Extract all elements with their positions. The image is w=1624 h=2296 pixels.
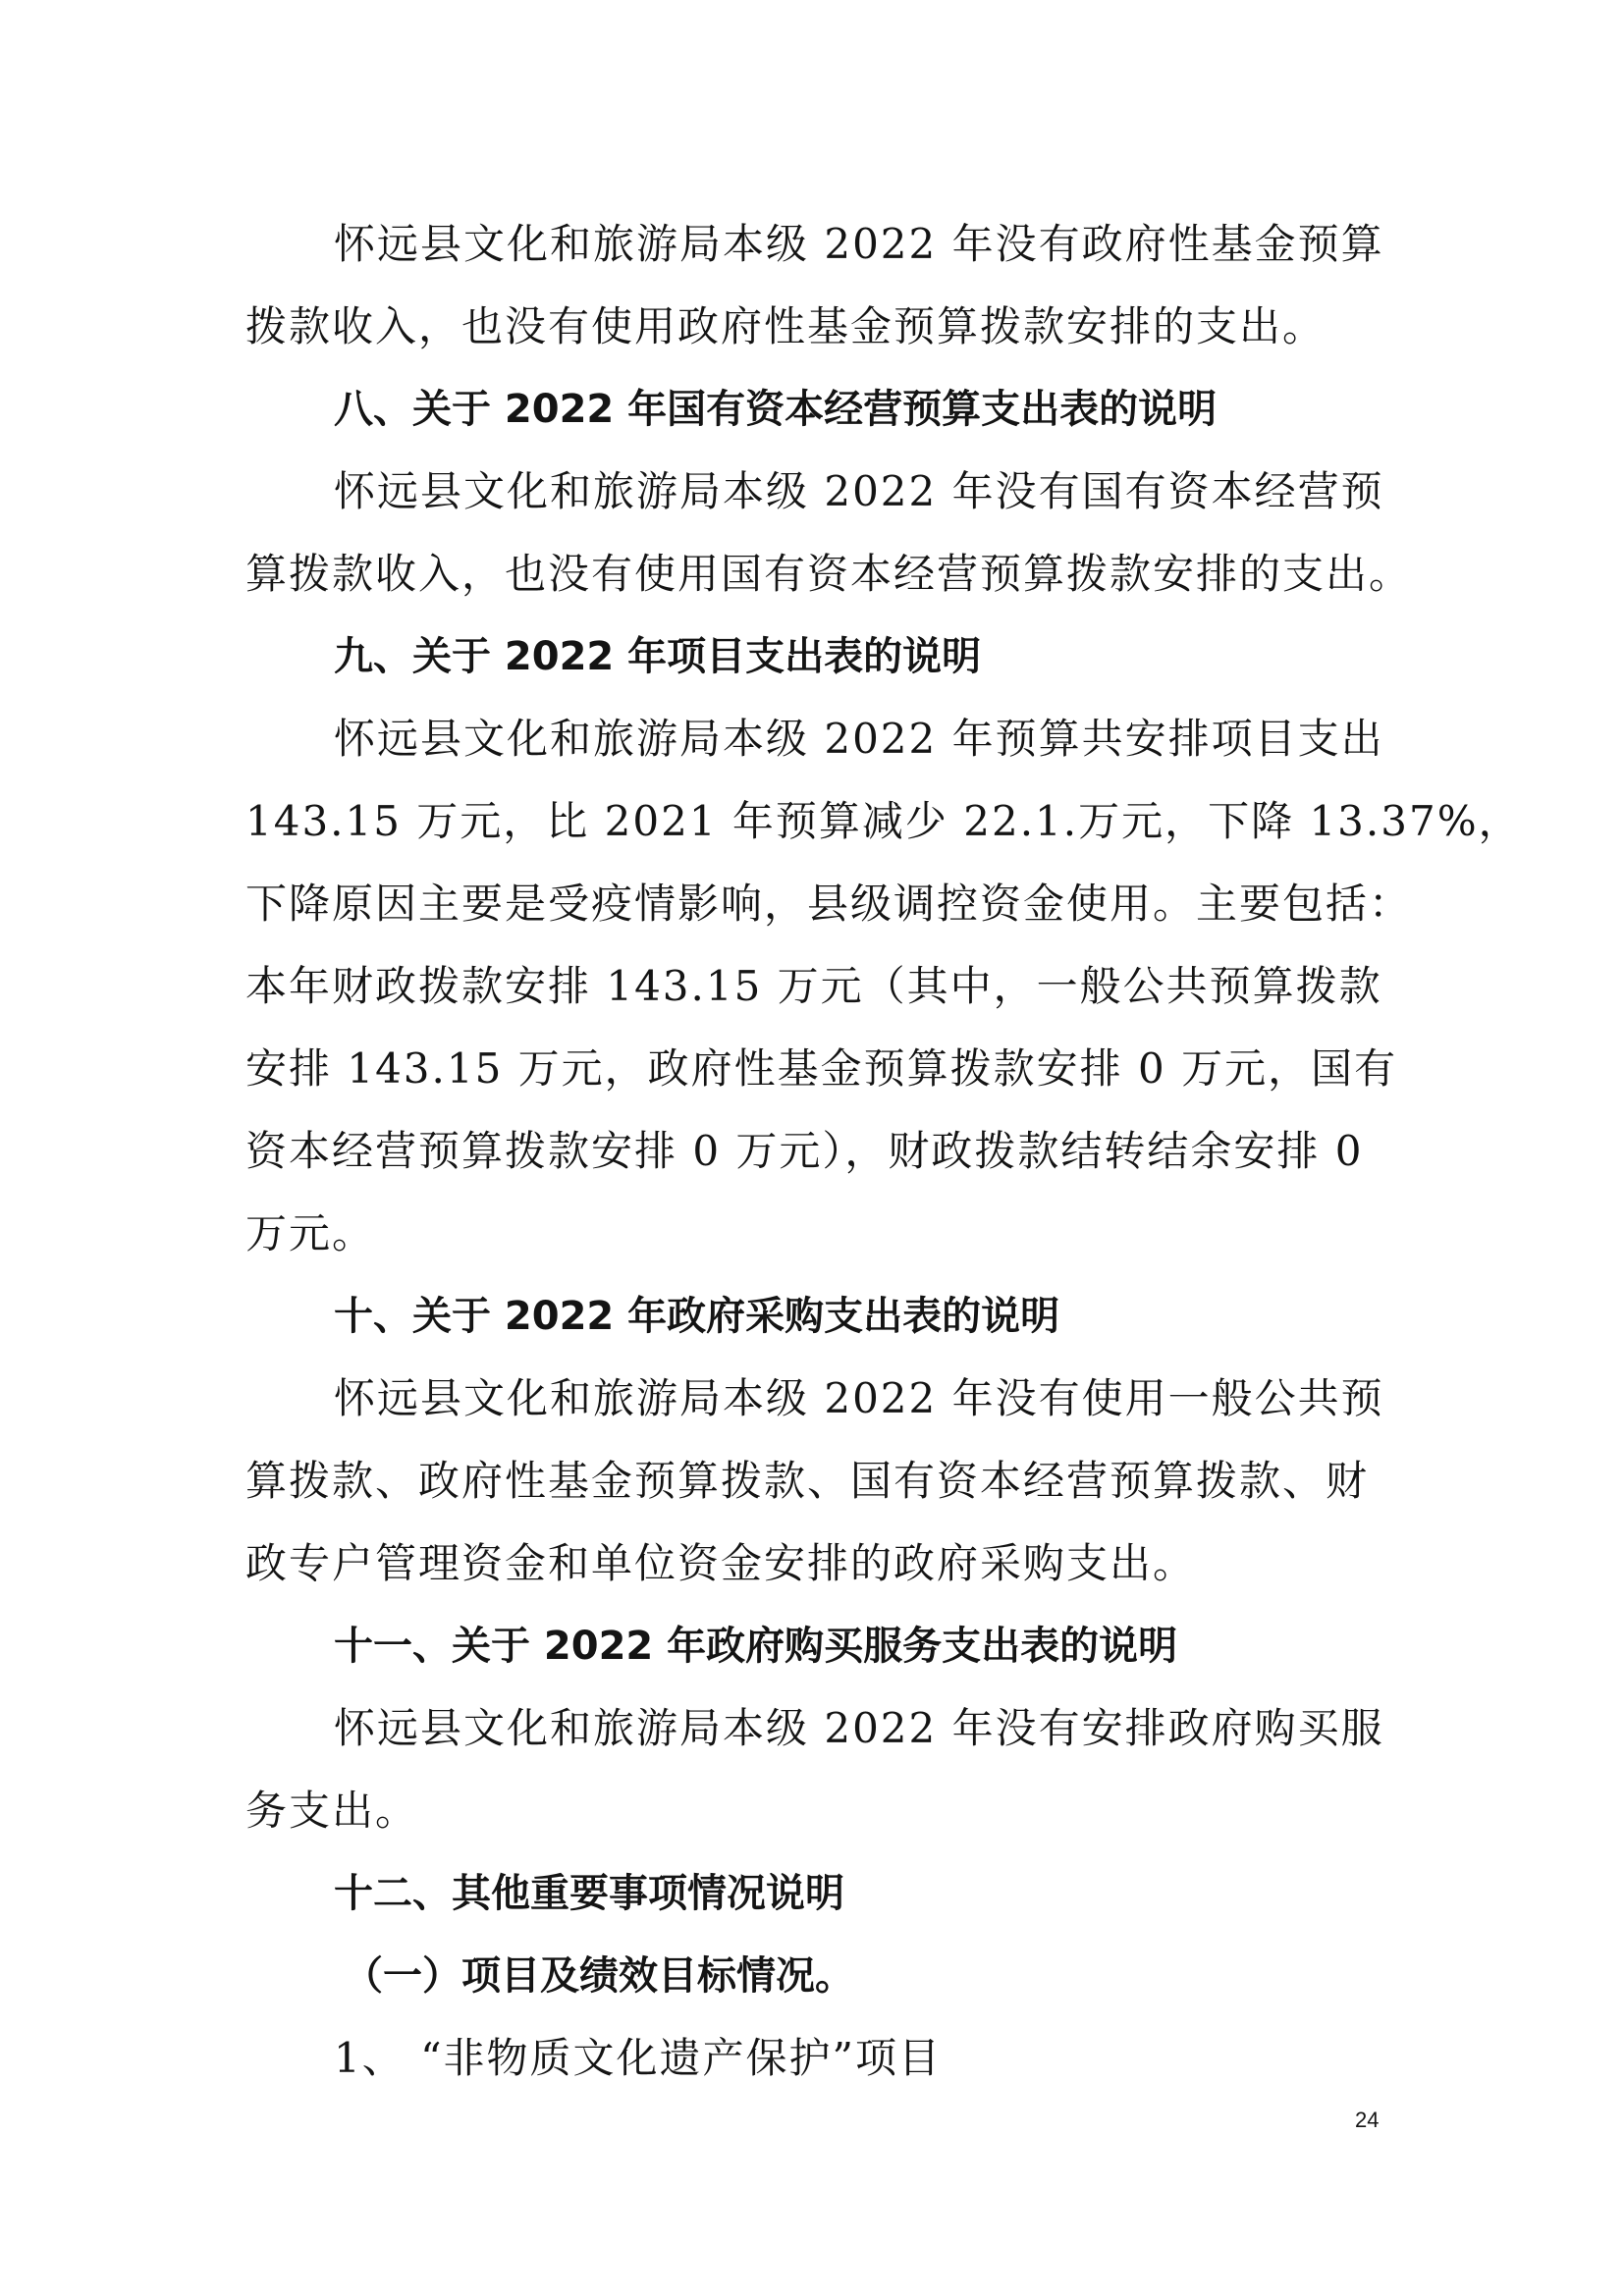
section-heading: 九、关于 2022 年项目支出表的说明 bbox=[334, 634, 982, 679]
subsection-heading: （一）项目及绩效目标情况。 bbox=[344, 1953, 854, 1999]
paragraph-line: 万元。 bbox=[245, 1209, 376, 1257]
page-number: 24 bbox=[1355, 2108, 1380, 2132]
paragraph-line: 怀远县文化和旅游局本级 2022 年没有国有资本经营预 bbox=[334, 467, 1384, 515]
paragraph-line: 政专户管理资金和单位资金安排的政府采购支出。 bbox=[245, 1539, 1197, 1587]
section-heading: 十一、关于 2022 年政府购买服务支出表的说明 bbox=[334, 1624, 1178, 1669]
paragraph-line: 下降原因主要是受疫情影响，县级调控资金使用。主要包括： bbox=[245, 880, 1413, 928]
paragraph-line: 安排 143.15 万元，政府性基金预算拨款安排 0 万元，国有 bbox=[245, 1044, 1398, 1093]
paragraph-line: 算拨款、政府性基金预算拨款、国有资本经营预算拨款、财 bbox=[245, 1457, 1370, 1505]
paragraph-line: 算拨款收入，也没有使用国有资本经营预算拨款安排的支出。 bbox=[245, 550, 1413, 598]
section-heading: 八、关于 2022 年国有资本经营预算支出表的说明 bbox=[334, 387, 1218, 432]
paragraph-line: 怀远县文化和旅游局本级 2022 年没有政府性基金预算 bbox=[334, 220, 1384, 268]
paragraph-line: 怀远县文化和旅游局本级 2022 年没有使用一般公共预 bbox=[334, 1374, 1384, 1422]
list-item: 1、 “非物质文化遗产保护”项目 bbox=[334, 2034, 943, 2082]
section-heading: 十二、其他重要事项情况说明 bbox=[334, 1871, 844, 1916]
paragraph-line: 本年财政拨款安排 143.15 万元（其中，一般公共预算拨款 bbox=[245, 962, 1382, 1010]
paragraph-line: 143.15 万元，比 2021 年预算减少 22.1.万元，下降 13.37%， bbox=[245, 797, 1522, 845]
paragraph-line: 拨款收入，也没有使用政府性基金预算拨款安排的支出。 bbox=[245, 302, 1326, 350]
section-heading: 十、关于 2022 年政府采购支出表的说明 bbox=[334, 1294, 1060, 1339]
paragraph-line: 资本经营预算拨款安排 0 万元），财政拨款结转结余安排 0 bbox=[245, 1127, 1364, 1175]
paragraph-line: 务支出。 bbox=[245, 1787, 419, 1835]
paragraph-line: 怀远县文化和旅游局本级 2022 年没有安排政府购买服 bbox=[334, 1704, 1384, 1752]
paragraph-line: 怀远县文化和旅游局本级 2022 年预算共安排项目支出 bbox=[334, 715, 1384, 763]
